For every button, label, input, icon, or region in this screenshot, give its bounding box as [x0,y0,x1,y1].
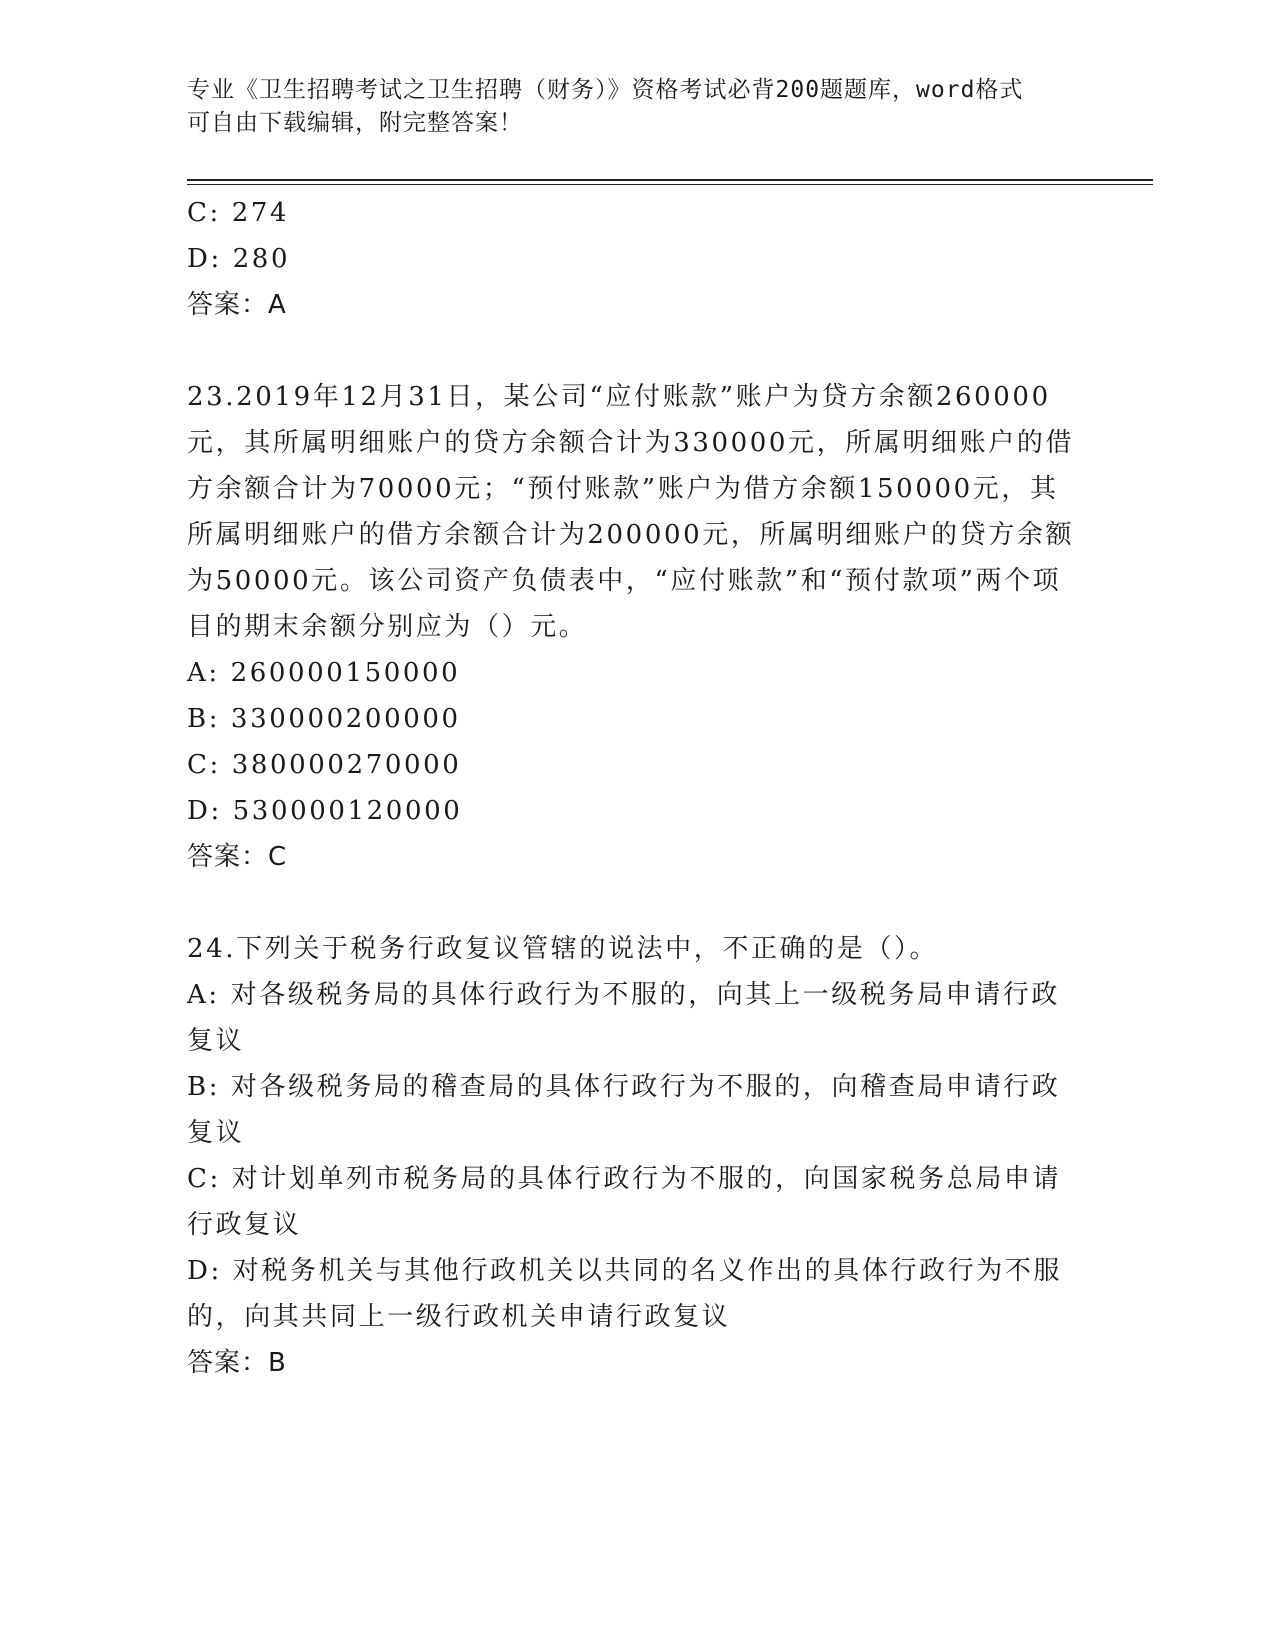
question-stem: 23.2019年12月31日，某公司“应付账款”账户为贷方余额260000元，其所属明细账户的贷方余额合计为330000元，所属明细账户的借方余额合计为70000元；“预付账款”账户为借方余额150000元，其所属明细账户的借方余额合计为200000元，所属明细账户的贷方余额为50000元。该公司资产负债表中，“应付账款”和“预付款项”两个项目的期末余额分别应为（）元。 [187,382,1075,642]
option-a: A: 对各级税务局的具体行政行为不服的，向其上一级税务局申请行政复议 [187,980,1061,1056]
option-b: B: 330000200000 [187,704,461,734]
page-header [187,74,1087,140]
question-stem: 24.下列关于税务行政复议管辖的说法中，不正确的是（）。 [187,934,939,964]
spacer [187,328,1077,374]
option-c: C: 380000270000 [187,750,462,780]
header-divider-thick [187,179,1153,181]
option-d: D: 对税务机关与其他行政机关以共同的名义作出的具体行政行为不服的，向其共同上一级行政机关申请行政复议 [187,1256,1063,1332]
previous-question-tail [187,190,1077,328]
header-title-line1: 专业《卫生招聘考试之卫生招聘（财务）》资格考试必背200题题库，word格式 [187,77,1024,103]
answer-line: 答案：C [187,842,288,872]
question-23 [187,374,1077,880]
header-divider-thin [187,184,1153,185]
header-title-line2: 可自由下载编辑，附完整答案！ [187,110,523,136]
option-d: D: 280 [187,244,291,274]
option-c: C: 274 [187,198,290,228]
question-content [187,190,1077,1386]
answer-line: 答案：B [187,1348,287,1378]
question-24 [187,926,1077,1386]
option-c: C: 对计划单列市税务局的具体行政行为不服的，向国家税务总局申请行政复议 [187,1164,1062,1240]
option-d: D: 530000120000 [187,796,463,826]
spacer [187,880,1077,926]
answer-line: 答案：A [187,290,287,320]
option-b: B: 对各级税务局的稽查局的具体行政行为不服的，向稽查局申请行政复议 [187,1072,1061,1148]
option-a: A: 260000150000 [187,658,461,688]
